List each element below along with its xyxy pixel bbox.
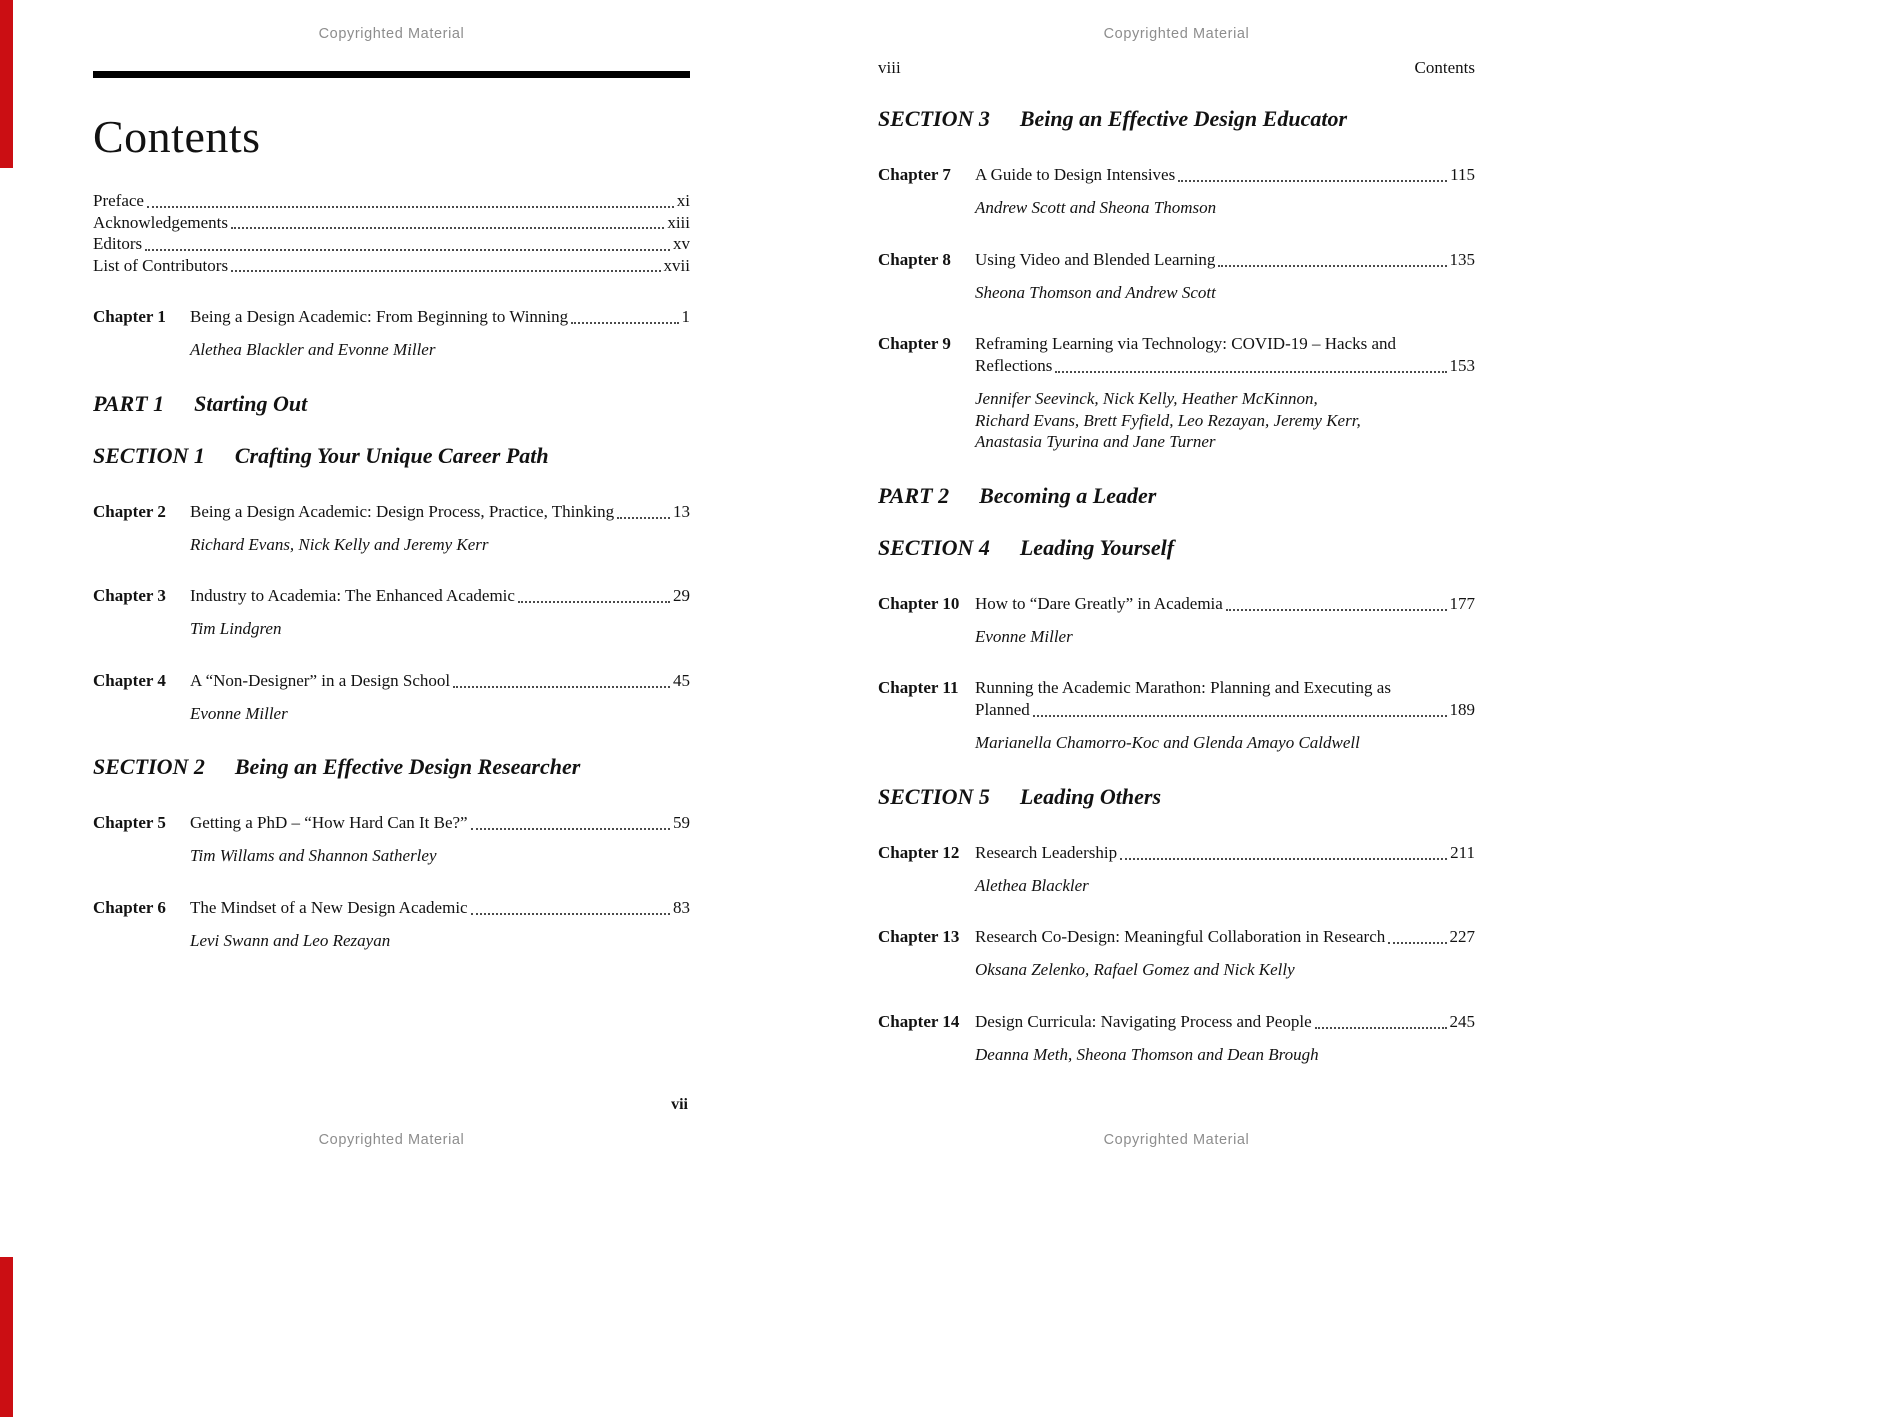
chapter-title: Reflections — [975, 356, 1053, 375]
author-line: Evonne Miller — [190, 703, 288, 723]
chapter-label: Chapter 14 — [878, 1011, 960, 1031]
chapter-title-last-line — [190, 670, 690, 692]
chapter-page-number: 177 — [1449, 593, 1475, 613]
section-title: Leading Yourself — [1019, 534, 1175, 560]
part-heading — [93, 391, 690, 417]
author-line: Marianella Chamorro-Koc and Glenda Amayo Caldwell — [975, 733, 1360, 752]
chapter-body — [190, 670, 690, 725]
chapter-body — [975, 842, 1475, 897]
chapter-authors — [975, 388, 1475, 453]
author-line: Sheona Thomson and Andrew Scott — [975, 282, 1216, 302]
chapter-title: Design Curricula: Navigating Process and People — [975, 1011, 1312, 1031]
leader-dots — [231, 270, 660, 272]
chapter-label: Chapter 8 — [878, 249, 951, 269]
chapter-label: Chapter 7 — [878, 165, 951, 184]
author-line: Oksana Zelenko, Rafael Gomez and Nick Kelly — [975, 960, 1295, 979]
chapter-row — [93, 897, 690, 952]
toc-chapter-entry — [93, 812, 690, 867]
front-matter-entry — [93, 212, 690, 234]
toc-chapter-entry — [93, 897, 690, 952]
front-matter-page: xiii — [667, 212, 690, 232]
chapter-authors — [190, 703, 690, 725]
front-matter-entry — [93, 255, 690, 277]
chapter-title: The Mindset of a New Design Academic — [190, 897, 468, 917]
chapter-label: Chapter 4 — [93, 670, 166, 690]
section-title: Crafting Your Unique Career Path — [234, 442, 549, 468]
chapter-row — [878, 249, 1475, 304]
chapter-title-last-line — [975, 164, 1475, 186]
page-left — [93, 0, 690, 1417]
chapter-row — [93, 501, 690, 556]
chapter-authors — [975, 732, 1475, 754]
chapter-row — [878, 333, 1475, 453]
section-label: SECTION 1 — [93, 442, 205, 468]
toc-chapter-entry — [93, 585, 690, 640]
section-title: Being an Effective Design Educator — [1019, 106, 1348, 131]
section-heading — [93, 443, 690, 469]
page-number-folio: vii — [671, 1096, 688, 1113]
toc-chapter-entry — [93, 306, 690, 361]
chapter-body — [190, 897, 690, 952]
toc-chapter-entry — [878, 926, 1475, 981]
author-line: Andrew Scott and Sheona Thomson — [975, 198, 1217, 217]
leader-dots — [1388, 942, 1446, 944]
author-line: Evonne Miller — [975, 626, 1073, 646]
chapter-row — [93, 812, 690, 867]
chapter-page-number: 45 — [673, 670, 690, 690]
leader-dots — [1055, 371, 1446, 373]
chapter-page-number: 189 — [1449, 700, 1475, 719]
chapter-label: Chapter 2 — [93, 501, 166, 521]
front-matter-entry — [93, 233, 690, 255]
chapter-title-line: Reframing Learning via Technology: COVID-19 – Hacks and — [975, 334, 1397, 353]
chapter-label: Chapter 11 — [878, 678, 959, 697]
chapter-body — [190, 501, 690, 556]
copyright-notice-top: Copyrighted Material — [1103, 26, 1250, 42]
chapter-label: Chapter 1 — [93, 307, 166, 326]
chapter-label: Chapter 3 — [93, 586, 166, 605]
author-line: Tim Lindgren — [190, 619, 282, 638]
section-title: Being an Effective Design Researcher — [234, 754, 581, 779]
section-heading — [93, 754, 690, 780]
chapter-body — [975, 677, 1475, 754]
author-line: Jennifer Seevinck, Nick Kelly, Heather McKinnon, — [975, 389, 1318, 408]
leader-dots — [145, 249, 670, 251]
cover-edge-top — [0, 0, 13, 168]
front-matter-label: Acknowledgements — [93, 212, 229, 232]
chapter-label: Chapter 10 — [878, 593, 960, 613]
chapter-authors — [975, 626, 1475, 648]
copyright-notice-bottom: Copyrighted Material — [1103, 1132, 1250, 1148]
leader-dots — [1226, 609, 1447, 611]
chapter-row — [878, 842, 1475, 897]
front-matter-page: xvii — [663, 255, 690, 275]
chapter-page-number: 29 — [673, 586, 690, 605]
leader-dots — [571, 322, 678, 324]
chapter-row — [93, 670, 690, 725]
chapter-page-number: 153 — [1449, 356, 1475, 375]
author-line: Richard Evans, Nick Kelly and Jeremy Kerr — [190, 534, 489, 554]
chapter-authors — [190, 845, 690, 867]
toc-chapter-entry — [878, 164, 1475, 219]
toc-chapter-entry — [878, 593, 1475, 648]
title-rule — [93, 71, 690, 78]
chapter-title-line: Running the Academic Marathon: Planning and Executing as — [975, 678, 1391, 697]
chapter-page-number: 227 — [1449, 927, 1475, 946]
chapter-label: Chapter 13 — [878, 927, 960, 946]
leader-dots — [453, 686, 670, 688]
chapter-title: Research Co-Design: Meaningful Collaboration in Research — [975, 927, 1386, 946]
chapter-title-last-line — [975, 249, 1475, 271]
author-line: Levi Swann and Leo Rezayan — [190, 930, 391, 950]
leader-dots — [1120, 858, 1447, 860]
chapter-body — [975, 164, 1475, 219]
copyright-notice-bottom: Copyrighted Material — [318, 1132, 465, 1148]
chapter-label: Chapter 12 — [878, 842, 960, 862]
chapter-title-last-line — [975, 842, 1475, 864]
chapter-title-last-line — [190, 812, 690, 834]
chapter-title-last-line — [975, 1011, 1475, 1033]
chapter-title: Industry to Academia: The Enhanced Academic — [190, 586, 515, 605]
chapter-title: Research Leadership — [975, 842, 1118, 862]
running-head-title: Contents — [1414, 58, 1475, 77]
section-title: Leading Others — [1019, 783, 1162, 809]
section-label: SECTION 3 — [878, 106, 990, 131]
chapter-row — [93, 585, 690, 640]
toc-right-items — [878, 106, 1475, 1065]
toc-chapter-entry — [878, 333, 1475, 453]
leader-dots — [617, 517, 670, 519]
author-line: Deanna Meth, Sheona Thomson and Dean Brough — [975, 1044, 1319, 1064]
leader-dots — [231, 227, 664, 229]
leader-dots — [1033, 715, 1447, 717]
part-heading — [878, 483, 1475, 509]
chapter-title-last-line — [190, 897, 690, 919]
chapter-page-number: 245 — [1449, 1011, 1475, 1031]
chapter-title-last-line — [975, 926, 1475, 948]
toc-left-items — [93, 306, 690, 951]
chapter-row — [878, 677, 1475, 754]
author-line: Tim Willams and Shannon Satherley — [190, 846, 437, 865]
chapter-title: A Guide to Design Intensives — [975, 165, 1176, 184]
chapter-page-number: 115 — [1450, 165, 1475, 184]
chapter-row — [93, 306, 690, 361]
chapter-body — [975, 333, 1475, 453]
chapter-authors — [975, 959, 1475, 981]
author-line: Richard Evans, Brett Fyfield, Leo Rezayan, Jeremy Kerr, — [975, 410, 1361, 430]
section-label: SECTION 2 — [93, 754, 205, 779]
front-matter-label: List of Contributors — [93, 255, 229, 275]
chapter-body — [190, 585, 690, 640]
chapter-title-last-line — [975, 699, 1475, 721]
chapter-authors — [190, 339, 690, 361]
toc-chapter-entry — [878, 249, 1475, 304]
chapter-title: Using Video and Blended Learning — [975, 249, 1216, 269]
chapter-label: Chapter 5 — [93, 813, 166, 832]
chapter-title: How to “Dare Greatly” in Academia — [975, 593, 1223, 613]
page-left-body — [93, 190, 690, 981]
author-line: Alethea Blackler and Evonne Miller — [190, 340, 436, 359]
chapter-authors — [975, 282, 1475, 304]
chapter-title: A “Non-Designer” in a Design School — [190, 670, 451, 690]
leader-dots — [471, 828, 670, 830]
chapter-title: Being a Design Academic: From Beginning to Winning — [190, 307, 569, 326]
chapter-body — [975, 926, 1475, 981]
section-heading — [878, 106, 1475, 132]
part-label: PART 2 — [878, 482, 950, 508]
chapter-title: Being a Design Academic: Design Process, Practice, Thinking — [190, 501, 615, 521]
chapter-page-number: 13 — [673, 501, 690, 521]
front-matter-label: Editors — [93, 234, 143, 253]
author-line: Alethea Blackler — [975, 875, 1089, 895]
toc-chapter-entry — [878, 842, 1475, 897]
contents-title: Contents — [93, 111, 261, 162]
chapter-body — [975, 249, 1475, 304]
chapter-label: Chapter 6 — [93, 897, 166, 917]
chapter-row — [878, 164, 1475, 219]
chapter-body — [190, 306, 690, 361]
chapter-title: Getting a PhD – “How Hard Can It Be?” — [190, 813, 468, 832]
chapter-title-last-line — [190, 585, 690, 607]
section-label: SECTION 4 — [878, 534, 990, 560]
front-matter-page: xv — [673, 234, 690, 253]
chapter-row — [878, 926, 1475, 981]
page-right-body — [878, 80, 1475, 1095]
part-label: PART 1 — [93, 390, 165, 416]
chapter-title-last-line — [190, 501, 690, 523]
chapter-page-number: 135 — [1449, 249, 1475, 269]
section-heading — [878, 784, 1475, 810]
chapter-body — [975, 1011, 1475, 1066]
chapter-row — [878, 1011, 1475, 1066]
chapter-page-number: 1 — [681, 307, 690, 326]
chapter-title: Planned — [975, 700, 1030, 719]
chapter-authors — [975, 875, 1475, 897]
section-heading — [878, 535, 1475, 561]
toc-chapter-entry — [878, 1011, 1475, 1066]
part-title: Starting Out — [194, 390, 308, 416]
leader-dots — [147, 206, 674, 208]
chapter-authors — [975, 1044, 1475, 1066]
author-line: Anastasia Tyurina and Jane Turner — [975, 432, 1216, 451]
section-label: SECTION 5 — [878, 783, 990, 809]
running-head-folio: viii — [878, 58, 901, 77]
front-matter-entry — [93, 190, 690, 212]
chapter-title-last-line — [190, 306, 690, 328]
chapter-title-last-line — [975, 355, 1475, 377]
chapter-page-number: 211 — [1450, 842, 1475, 862]
chapter-authors — [190, 618, 690, 640]
leader-dots — [1218, 265, 1446, 267]
leader-dots — [1178, 180, 1447, 182]
chapter-page-number: 83 — [673, 897, 690, 917]
leader-dots — [518, 601, 670, 603]
toc-chapter-entry — [93, 501, 690, 556]
running-head — [878, 58, 1475, 78]
chapter-label: Chapter 9 — [878, 334, 951, 353]
front-matter-page: xi — [676, 191, 690, 210]
chapter-body — [190, 812, 690, 867]
copyright-notice-top: Copyrighted Material — [318, 26, 465, 42]
leader-dots — [1315, 1027, 1447, 1029]
part-title: Becoming a Leader — [979, 482, 1157, 508]
toc-chapter-entry — [878, 677, 1475, 754]
page-right — [878, 0, 1475, 1417]
chapter-row — [878, 593, 1475, 648]
chapter-authors — [975, 197, 1475, 219]
leader-dots — [471, 913, 670, 915]
chapter-body — [975, 593, 1475, 648]
chapter-page-number: 59 — [673, 813, 690, 832]
front-matter-label: Preface — [93, 191, 144, 210]
chapter-authors — [190, 930, 690, 952]
chapter-title-last-line — [975, 593, 1475, 615]
cover-edge-bottom — [0, 1257, 13, 1417]
toc-chapter-entry — [93, 670, 690, 725]
chapter-authors — [190, 534, 690, 556]
front-matter-list — [93, 190, 690, 276]
